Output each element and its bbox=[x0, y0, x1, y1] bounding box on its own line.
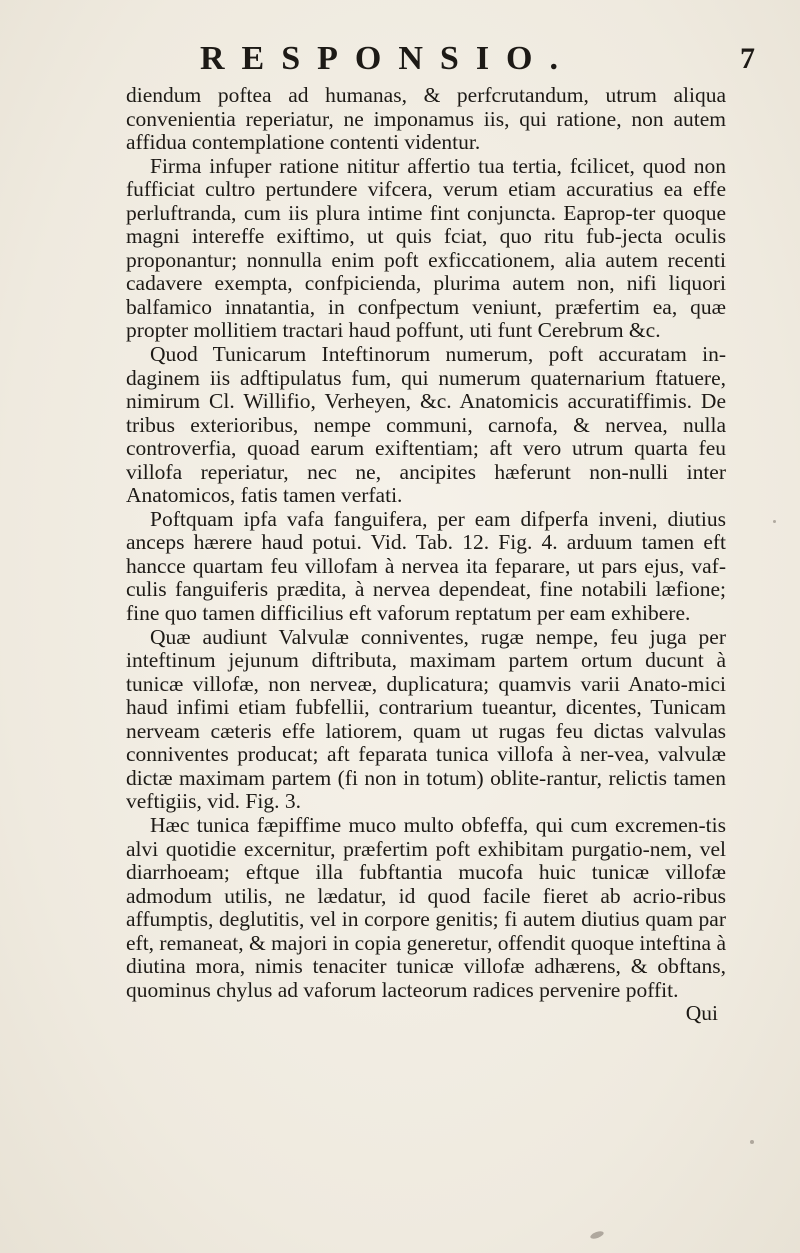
paragraph-3: Quod Tunicarum Inteftinorum numerum, poft accuratam in-daginem iis adftipulatus fum, qui numerum quaternarium ftatuere, nimirum Cl. Willifio, Verheyen, &c. Anatomicis accuratiffimis. De tribus exterioribus, nempe communi, carnofa, & nervea, nulla controverfia, quoad earum exiftentiam; aft vero utrum quarta feu villofa reperiatur, nec ne, ancipites hæferunt non-nulli inter Anatomicos, fatis tamen verfati. bbox=[126, 342, 726, 508]
page-header bbox=[200, 40, 800, 84]
page-number: 7 bbox=[740, 42, 755, 75]
ink-spot-mark bbox=[773, 520, 776, 523]
body-text bbox=[126, 84, 726, 1026]
catchword: Qui bbox=[685, 1001, 718, 1026]
ink-spot-mark bbox=[589, 1230, 604, 1240]
running-title: RESPONSIO. bbox=[200, 40, 575, 77]
paragraph-5: Quæ audiunt Valvulæ conniventes, rugæ nempe, feu juga per inteftinum jejunum diftributa, maximam partem ortum ducunt à tunicæ villofæ, non nerveæ, duplicatura; quamvis varii Anato-mici haud infimi etiam fubfellii, contrarium tueantur, dicentes, Tunicam nerveam cæteris effe latiorem, quam ut rugas feu dictas valvulas conniventes producat; aft feparata tunica villofa à ner-vea, valvulæ dictæ maximam partem (fi non in totum) oblite-rantur, relictis tamen veftigiis, vid. Fig. 3. bbox=[126, 624, 726, 814]
ink-spot-mark bbox=[750, 1140, 754, 1144]
paragraph-2: Firma infuper ratione nititur affertio tua tertia, fcilicet, quod non fufficiat cultro pertundere vifcera, verum etiam accuratius ea effe perluftranda, cum iis plura intime fint conjuncta. Eaprop-ter quoque magni intereffe exiftimo, ut quis fciat, quo ritu fub-jecta oculis proponantur; nonnulla enim poft exficcationem, alia autem recenti cadavere exempta, confpicienda, plurima autem non, nifi liquori balfamico innatantia, in confpectum veniunt, præfertim ea, quæ propter mollitiem tractari haud poffunt, uti funt Cerebrum &c. bbox=[126, 153, 726, 343]
paragraph-6: Hæc tunica fæpiffime muco multo obfeffa, qui cum excremen-tis alvi quotidie excernitur, præfertim poft exhibitam purgatio-nem, vel diarrhoeam; eftque illa fubftantia mucofa huic tunicæ villofæ admodum utilis, ne lædatur, id quod facile fieret ab acrio-ribus affumptis, deglutitis, vel in corpore genitis; fi autem diutius quam par eft, remaneat, & majori in copia generetur, offendit quoque inteftina à diutina mora, nimis tenaciter tunicæ villofæ adhærens, & obftans, quominus chylus ad vaforum lacteorum radices pervenire poffit. bbox=[126, 812, 726, 1002]
paragraph-1: diendum poftea ad humanas, & perfcrutandum, utrum aliqua convenientia reperiatur, ne imponamus iis, qui ratione, non autem affidua contemplatione contenti videntur. bbox=[126, 83, 726, 155]
paragraph-4: Poftquam ipfa vafa fanguifera, per eam difperfa inveni, diutius anceps hærere haud potui. Vid. Tab. 12. Fig. 4. arduum tamen eft hancce quartam feu villofam à nervea ita feparare, ut pars ejus, vaf-culis fanguiferis prædita, à nervea dependeat, fine notabili læfione; fine quo tamen difficilius eft vaforum reptatum per eam exhibere. bbox=[126, 506, 726, 626]
